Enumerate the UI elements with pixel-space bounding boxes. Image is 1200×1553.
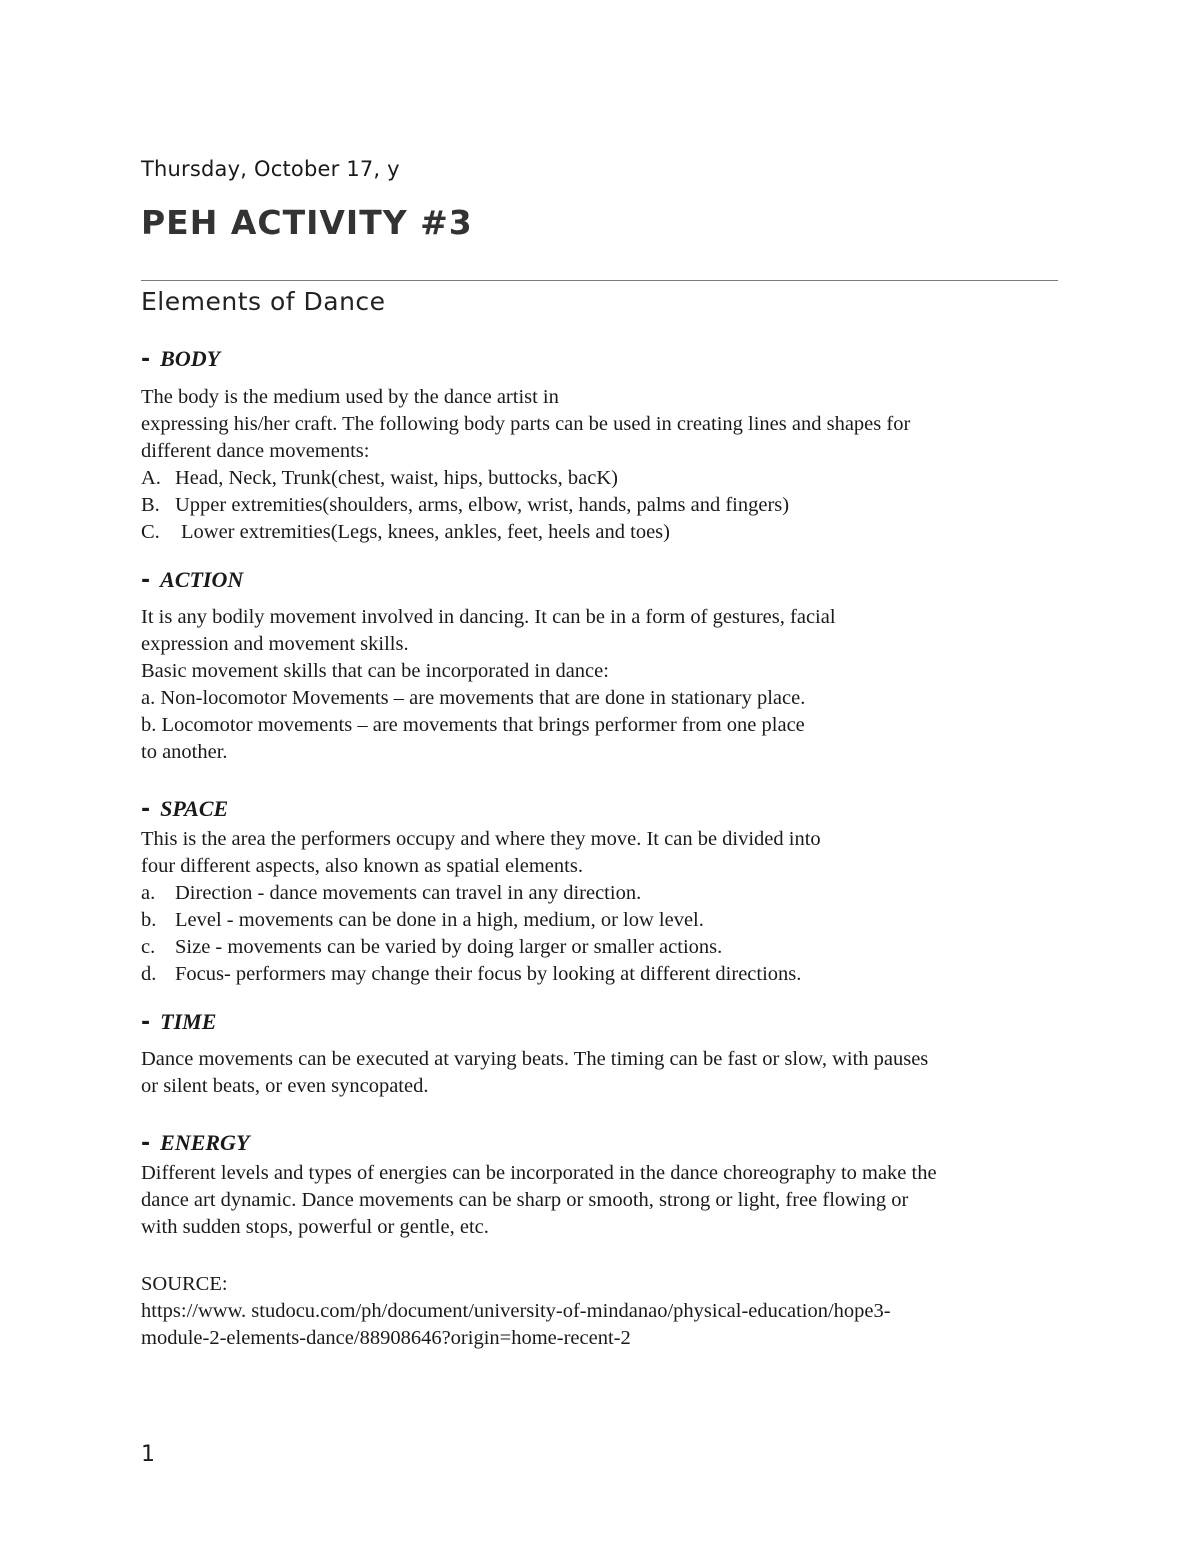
title-divider (141, 280, 1058, 281)
paragraph-line: expression and movement skills. (141, 633, 409, 655)
heading-dash: - (141, 1010, 151, 1035)
paragraph-line: to another. (141, 741, 228, 763)
list-item (141, 880, 1071, 907)
list-item-text: Size - movements can be varied by doing larger or smaller actions. (175, 936, 723, 958)
list-marker: B. (141, 494, 160, 516)
heading-dash: - (141, 797, 151, 822)
source-url-line[interactable]: https://www. studocu.com/ph/document/university-of-mindanao/physical-education/hope3- (141, 1300, 891, 1322)
section-space-text (141, 826, 1071, 988)
list-marker: A. (141, 467, 161, 489)
list-item (141, 961, 1071, 988)
paragraph-line: with sudden stops, powerful or gentle, etc. (141, 1216, 489, 1238)
section-energy-text (141, 1160, 1071, 1241)
list-marker: a. (141, 882, 156, 904)
source-block (141, 1271, 891, 1352)
section-heading-time (141, 1009, 216, 1035)
heading-dash: - (141, 568, 151, 593)
document-title: PEH ACTIVITY #3 (141, 203, 473, 242)
paragraph-line: Dance movements can be executed at varying beats. The timing can be fast or slow, with pauses (141, 1048, 929, 1070)
section-time-text (141, 1046, 1071, 1100)
list-item-text: Direction - dance movements can travel in any direction. (175, 882, 642, 904)
list-item-text: Head, Neck, Trunk(chest, waist, hips, buttocks, bacK) (175, 467, 618, 489)
heading-dash: - (141, 347, 151, 372)
list-item-text: Level - movements can be done in a high, medium, or low level. (175, 909, 704, 931)
heading-dash: - (141, 1131, 151, 1156)
section-action-text (141, 604, 1071, 766)
list-item-text: Focus- performers may change their focus by looking at different directions. (175, 963, 802, 985)
heading-text: SPACE (160, 796, 229, 821)
heading-text: ENERGY (160, 1130, 250, 1155)
heading-text: TIME (160, 1009, 217, 1034)
document-date: Thursday, October 17, y (141, 157, 400, 181)
paragraph-line: It is any bodily movement involved in dancing. It can be in a form of gestures, facial (141, 606, 836, 628)
paragraph-line: This is the area the performers occupy and where they move. It can be divided into (141, 828, 821, 850)
document-subtitle: Elements of Dance (141, 287, 386, 316)
page-number: 1 (141, 1442, 155, 1467)
source-label: SOURCE: (141, 1273, 228, 1295)
section-heading-action (141, 567, 243, 593)
list-marker: C. (141, 521, 160, 543)
list-marker: c. (141, 936, 156, 958)
source-url-line[interactable]: module-2-elements-dance/88908646?origin=home-recent-2 (141, 1327, 631, 1349)
section-body-text (141, 384, 1071, 546)
list-item-text: Upper extremities(shoulders, arms, elbow, wrist, hands, palms and fingers) (175, 494, 790, 516)
paragraph-line: different dance movements: (141, 440, 370, 462)
section-heading-energy (141, 1130, 249, 1156)
list-item (141, 907, 1071, 934)
section-heading-body (141, 346, 220, 372)
list-item (141, 492, 1071, 519)
list-marker: d. (141, 963, 157, 985)
heading-text: BODY (160, 346, 221, 371)
paragraph-line: Different levels and types of energies can be incorporated in the dance choreography to make the (141, 1162, 937, 1184)
list-item (141, 465, 1071, 492)
list-item-text: Lower extremities(Legs, knees, ankles, feet, heels and toes) (181, 521, 670, 543)
paragraph-line: a. Non-locomotor Movements – are movements that are done in stationary place. (141, 687, 806, 709)
paragraph-line: Basic movement skills that can be incorporated in dance: (141, 660, 609, 682)
list-item (141, 519, 1071, 546)
list-item (141, 934, 1071, 961)
section-heading-space (141, 796, 228, 822)
paragraph-line: four different aspects, also known as spatial elements. (141, 855, 583, 877)
paragraph-line: b. Locomotor movements – are movements that brings performer from one place (141, 714, 805, 736)
heading-text: ACTION (160, 567, 244, 592)
paragraph-line: expressing his/her craft. The following body parts can be used in creating lines and shapes for (141, 413, 911, 435)
paragraph-line: or silent beats, or even syncopated. (141, 1075, 429, 1097)
paragraph-line: dance art dynamic. Dance movements can be sharp or smooth, strong or light, free flowing or (141, 1189, 909, 1211)
paragraph-line: The body is the medium used by the dance artist in (141, 386, 559, 408)
list-marker: b. (141, 909, 157, 931)
